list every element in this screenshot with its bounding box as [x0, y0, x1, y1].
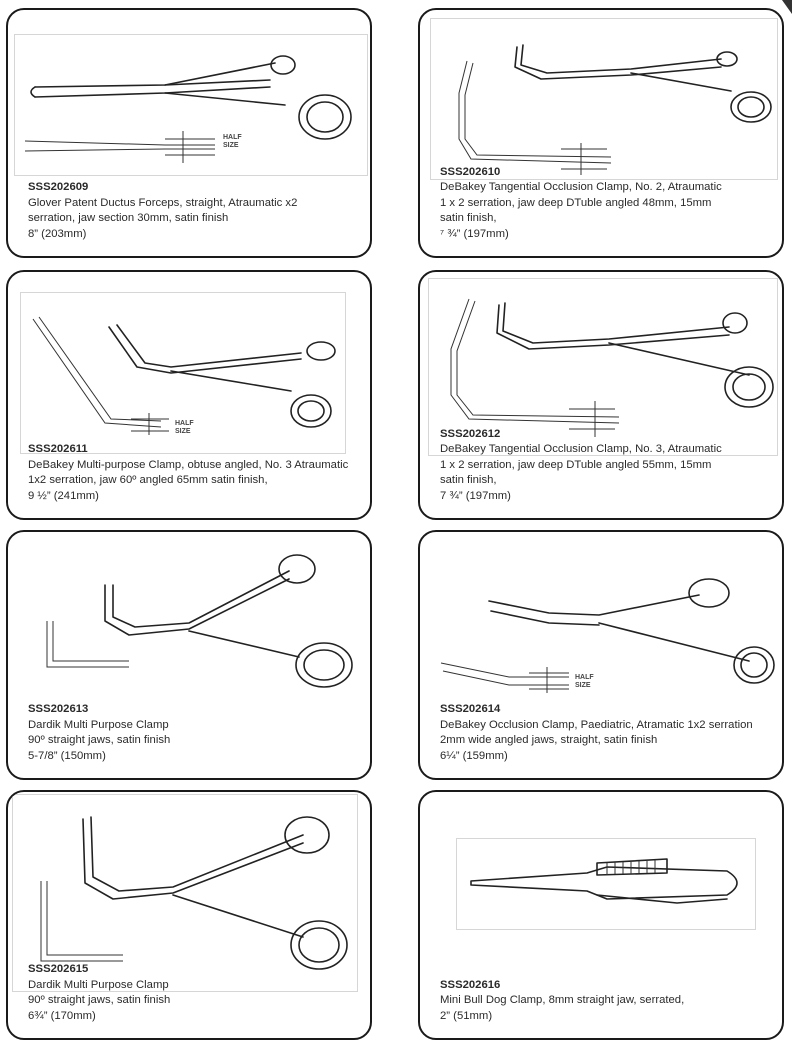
product-description: Glover Patent Ductus Forceps, straight, Atraumatic x2 [28, 196, 298, 209]
product-card [6, 790, 372, 1040]
product-code: SSS202610 [440, 165, 501, 178]
multi-purpose-clamp-illustration [20, 292, 346, 454]
product-code: SSS202609 [28, 181, 89, 193]
svg-text:SIZE: SIZE [175, 428, 191, 435]
product-description: 1 x 2 serration, jaw deep DTuble angled 55mm, 15mm [440, 458, 712, 471]
product-code: SSS202614 [440, 703, 501, 715]
product-description: Dardik Multi Purpose Clamp [28, 718, 169, 731]
bull-dog-clamp-illustration [456, 838, 756, 930]
svg-text:SIZE: SIZE [223, 142, 239, 149]
product-size: ⁷ ¾” (197mm) [440, 227, 509, 240]
product-card [418, 8, 784, 258]
product-size: 5-7/8” (150mm) [28, 749, 106, 762]
svg-text:SIZE: SIZE [575, 682, 591, 689]
product-description: 90º straight jaws, satin finish [28, 994, 171, 1006]
product-description: satin finish, [440, 212, 497, 224]
product-description: DeBakey Tangential Occlusion Clamp, No. 3, Atraumatic [440, 443, 722, 455]
page-corner-mark [782, 0, 792, 14]
product-code: SSS202611 [28, 443, 88, 455]
product-size: 9 ½” (241mm) [28, 489, 99, 502]
product-size: 6¾” (170mm) [28, 1009, 96, 1022]
product-description: satin finish, [440, 474, 497, 486]
product-description: DeBakey Multi-purpose Clamp, obtuse angled, No. 3 Atraumatic [28, 458, 349, 471]
product-card [418, 530, 784, 780]
product-description: 1x2 serration, jaw 60º angled 65mm satin finish, [28, 474, 268, 486]
product-description: 90º straight jaws, satin finish [28, 734, 171, 746]
product-size: 6¼” (159mm) [440, 749, 508, 762]
product-description: 2mm wide angled jaws, straight, satin finish [440, 734, 658, 746]
product-description: DeBakey Tangential Occlusion Clamp, No. 2, Atraumatic [440, 181, 722, 193]
paediatric-occlusion-clamp-illustration [428, 552, 778, 714]
half-size-label: HALF [575, 674, 594, 681]
product-description: Dardik Multi Purpose Clamp [28, 978, 169, 991]
product-description: Mini Bull Dog Clamp, 8mm straight jaw, serrated, [440, 994, 685, 1006]
half-size-label: HALF [223, 134, 242, 141]
product-size: 2” (51mm) [440, 1009, 493, 1022]
product-card [6, 530, 372, 780]
product-card [6, 8, 372, 258]
ductus-forceps-illustration [14, 34, 368, 176]
dardik-clamp-illustration [18, 544, 364, 714]
product-description: 1 x 2 serration, jaw deep DTuble angled 48mm, 15mm [440, 196, 712, 209]
product-card [418, 790, 784, 1040]
tangential-occlusion-clamp-illustration [430, 18, 778, 180]
product-code: SSS202615 [28, 963, 89, 975]
product-code: SSS202616 [440, 978, 501, 991]
product-card [6, 270, 372, 520]
product-description: serration, jaw section 30mm, satin finish [28, 212, 229, 224]
half-size-label: HALF [175, 420, 194, 427]
product-card [418, 270, 784, 520]
product-code: SSS202612 [440, 427, 501, 440]
product-size: 7 ¾” (197mm) [440, 489, 511, 502]
product-size: 8” (203mm) [28, 227, 87, 240]
product-description: DeBakey Occlusion Clamp, Paediatric, Atramatic 1x2 serration [440, 718, 753, 731]
product-code: SSS202613 [28, 703, 89, 715]
